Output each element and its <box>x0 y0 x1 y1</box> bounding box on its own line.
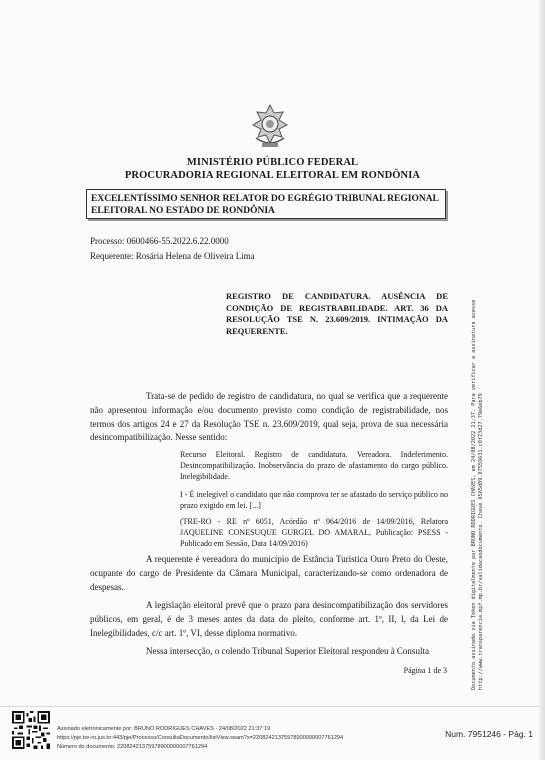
body-paragraph <box>90 599 448 640</box>
digital-signature-note <box>471 250 485 690</box>
org-division: PROCURADORIA REGIONAL ELEITORAL EM RONDÔNIA <box>124 170 421 181</box>
footer-page-number: Num. 7951246 - Pág. 1 <box>445 729 533 739</box>
paragraph-text: Trata-se de pedido de registro de candidatura, no qual se verifica que a requerente não apresentou informação e/ou documento previsto como condição de registrabilidade, nos termos dos artigos 24 e 27 da Resolução TSE n. 23.609/2019, qual seja, prova de sua necessária desincompatibilização. Nesse sentido: <box>90 391 448 443</box>
paragraph-text: A legislação eleitoral prevê que o prazo para desincompatibilização dos servidores públicos, em geral, é de 3 meses antes da data do pleito, conforme art. 1º, II, l, da Lei de Inelegibilidades, c/c art. 1º, VI, desse diploma normativo. <box>90 600 448 638</box>
addressee-line: EXCELENTÍSSIMO SENHOR RELATOR DO EGRÉGIO TRIBUNAL REGIONAL <box>91 194 439 204</box>
brasao-republica-icon <box>250 104 290 150</box>
signature-url: http://www.transparencia.mpf.mp.br/validacaodocumento. Chave 6565d89.07559631.c0f23d27.79e6eb79 <box>478 393 484 690</box>
citation-source: (TRE-RO - RE nº 6051, Acórdão nº 964/2016 de 14/09/2016, Relatora JAQUELINE CONESUQUE GURGEL DO AMARAL, Publicação: PSESS - Publicado em Sessão, Data 14/09/2016) <box>180 517 448 549</box>
signature-line: Documento assinado via Token digitalmente por BRUNO RODRIGUES CHAVES, em 24/08/2022 21:37. Para verificar a assinatura acesse <box>471 299 477 690</box>
page-edge-shadow <box>539 0 545 760</box>
process-number: Processo: 0600466-55.2022.6.22.0000 <box>90 236 229 246</box>
addressee-box <box>86 189 446 219</box>
body-paragraph <box>90 390 448 445</box>
requerente: Requerente: Rosária Helena de Oliveira Lima <box>90 251 255 261</box>
ementa: REGISTRO DE CANDIDATURA. AUSÊNCIA DE CONDIÇÃO DE REGISTRABILIDADE. ART. 36 DA RESOLUÇÃO TSE N. 23.609/2019. INTIMAÇÃO DA REQUERENTE. <box>226 291 448 336</box>
footer-url[interactable]: https://pje.tre-ro.jus.br:443/pje/Processo/ConsultaDocumento/listView.seam?x=22082421375978900000007761294 <box>57 735 344 741</box>
addressee-line: ELEITORAL NO ESTADO DE RONDÔNIA <box>91 206 275 216</box>
paragraph-text: A requerente é vereadora do município de Estância Turística Ouro Preto do Oeste, ocupante do cargo de Presidente da Câmara Municipal, caracterizando-se como ordenadora de despesas. <box>90 554 448 592</box>
footer-document-number: Número do documento: 22082421375978900000007761294 <box>57 744 208 750</box>
footer-divider <box>0 706 545 707</box>
page-counter: Página 1 de 3 <box>403 666 447 675</box>
paragraph-text: Nessa intersecção, o colendo Tribunal Superior Eleitoral respondeu à Consulta <box>146 646 429 656</box>
footer-signed-by: Assinado eletronicamente por: BRUNO RODRIGUES CHAVES - 24/08/2022 21:37:19 <box>57 726 271 732</box>
org-name: MINISTÉRIO PÚBLICO FEDERAL <box>186 157 359 168</box>
body-paragraph <box>90 553 448 594</box>
citation-quote: Recurso Eleitoral. Registro de candidatura. Vereadora. Indeferimento. Desincompatibilização. Inobservância do prazo de afastamento do cargo público. Inelegibilidade. <box>180 450 448 482</box>
qr-code-icon[interactable] <box>12 711 50 749</box>
body-paragraph <box>90 645 448 659</box>
citation-quote: I - É inelegível o candidato que não comprova ter se afastado do serviço público no prazo exigido em lei. [...] <box>180 490 448 511</box>
